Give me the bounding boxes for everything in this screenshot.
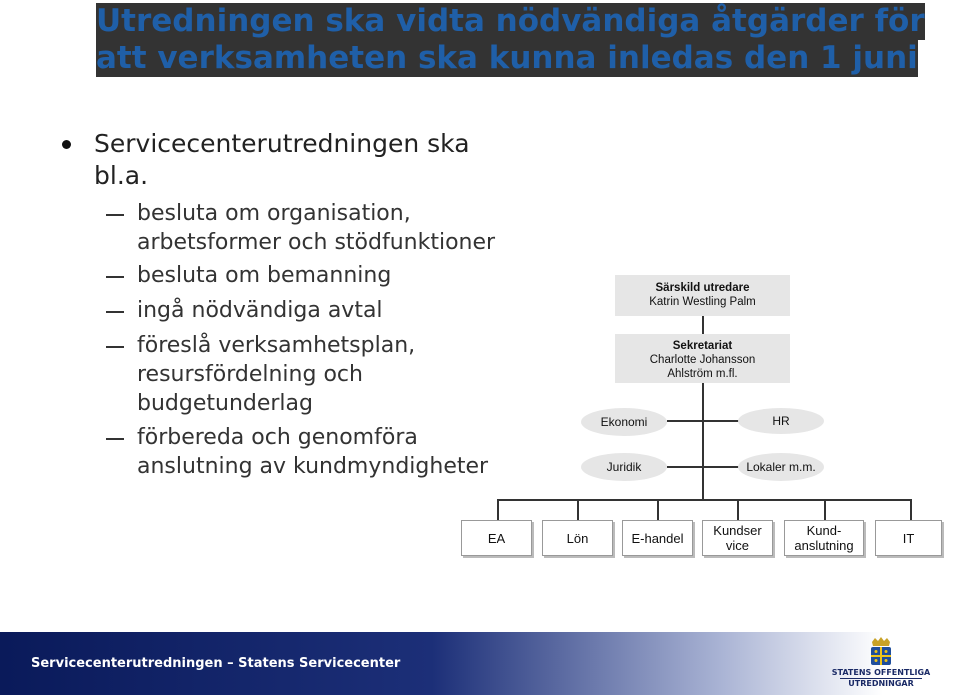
footer-text: Servicecenterutredningen – Statens Servicecenter [31, 656, 401, 671]
sub-item-line: budgetunderlag [137, 391, 313, 416]
box-role: Sekretariat [672, 340, 733, 352]
main-bullet-text [94, 128, 534, 192]
unit-box-it [875, 520, 942, 556]
ellipse-label: Lokaler m.m. [746, 460, 816, 474]
ellipse-label: HR [772, 414, 790, 428]
juridik-ellipse [581, 453, 667, 481]
dash-icon [106, 438, 124, 440]
sub-item-line: arbetsformer och stödfunktioner [137, 230, 496, 255]
ekonomi-ellipse [581, 408, 667, 436]
sub-item-line: resursfördelning och [137, 362, 363, 387]
slide-title-line-2: att verksamheten ska kunna inledas den 1 juni [96, 40, 918, 76]
special-investigator-box [615, 275, 790, 316]
connector-line [910, 499, 912, 520]
ellipse-label: Ekonomi [600, 415, 648, 429]
dash-icon [106, 346, 124, 348]
bullet-dot-icon [62, 140, 71, 149]
slide-title-line-1: Utredningen ska vidta nödvändiga åtgärder för [96, 3, 925, 39]
unit-label-2: vice [725, 538, 750, 553]
sub-item-line: förbereda och genomföra [137, 425, 418, 450]
unit-label: Kundser [713, 523, 762, 538]
secretariat-box [615, 334, 790, 383]
connector-line [497, 499, 499, 520]
lokaler-ellipse [738, 453, 824, 481]
main-bullet-line-2: bl.a. [94, 161, 149, 190]
unit-label: Kund- [806, 523, 842, 538]
logo-text [826, 668, 936, 689]
dash-icon [106, 214, 124, 216]
unit-box-ehandel [622, 520, 693, 556]
connector-line [497, 499, 911, 501]
unit-label-2: anslutning [794, 538, 854, 553]
connector-line [667, 420, 747, 422]
unit-box-kundanslutning [784, 520, 864, 556]
sub-item-line: anslutning av kundmyndigheter [137, 454, 489, 479]
box-name-line-2: Ahlström m.fl. [667, 368, 738, 380]
connector-line [667, 466, 747, 468]
unit-label: Lön [566, 530, 589, 546]
main-bullet-line-1: Servicecenterutredningen ska [94, 129, 470, 158]
unit-label: EA [487, 530, 506, 546]
unit-label: E-handel [631, 530, 684, 546]
unit-label: IT [902, 530, 915, 546]
logo-line-1: STATENS OFFENTLIGA [831, 668, 931, 677]
connector-line [737, 499, 739, 520]
box-name: Katrin Westling Palm [649, 296, 756, 308]
unit-box-ea [461, 520, 532, 556]
connector-line [824, 499, 826, 520]
sub-item-line: besluta om bemanning [137, 263, 392, 288]
box-name-line-1: Charlotte Johansson [649, 354, 756, 366]
dash-icon [106, 276, 124, 278]
unit-box-lon [542, 520, 613, 556]
unit-box-kundservice [702, 520, 773, 556]
box-role: Särskild utredare [655, 282, 750, 294]
logo-line-2: UTREDNINGAR [840, 678, 922, 689]
dash-icon [106, 311, 124, 313]
ellipse-label: Juridik [606, 460, 642, 474]
sub-item-line: besluta om organisation, [137, 201, 411, 226]
hr-ellipse [738, 408, 824, 434]
connector-line [577, 499, 579, 520]
sub-item-line: ingå nödvändiga avtal [137, 298, 383, 323]
connector-line [657, 499, 659, 520]
sub-item-line: föreslå verksamhetsplan, [137, 333, 416, 358]
